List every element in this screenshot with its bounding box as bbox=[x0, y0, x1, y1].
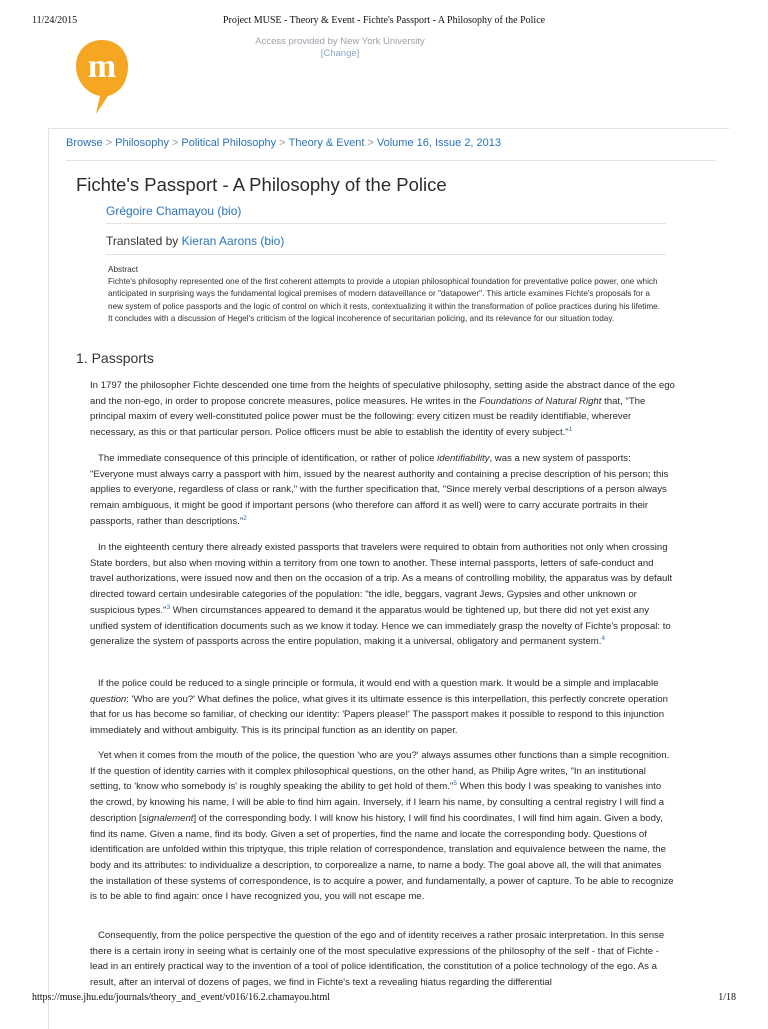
italic-title: Foundations of Natural Right bbox=[479, 395, 602, 407]
breadcrumb-volume-issue[interactable]: Volume 16, Issue 2, 2013 bbox=[376, 137, 502, 149]
logo-letter: m bbox=[87, 48, 117, 85]
access-notice bbox=[230, 36, 450, 60]
divider bbox=[106, 254, 666, 255]
author-line bbox=[106, 204, 241, 218]
italic-term: question bbox=[90, 693, 127, 705]
paragraph-text: In the eighteenth century there already existed passports that travelers were required to obtain from authorities not only when crossing State borders, but also when moving within a territory from one town to another. These internal passports, letters of safe-conduct and travel authorizations, were issued now and then on the occasion of a trip. As a means of controlling mobility, the apparatus was by default directed toward certain undesirable categories of the population: "the idle, beggars, vagrant Jews, Gypsies and other unknown or suspicious types." bbox=[90, 542, 673, 616]
abstract-label: Abstract bbox=[108, 265, 139, 274]
paragraph-text: The immediate consequence of this principle of identification, or rather of police bbox=[98, 453, 438, 464]
divider bbox=[106, 223, 666, 224]
paragraph-text: In 1797 the philosopher Fichte descended one time from the heights of speculative philosophy, setting aside the abstract dance of the ego and the non-ego, in order to propose concrete measures, police measures. He writes in the bbox=[90, 380, 675, 407]
breadcrumb-separator: > bbox=[367, 137, 374, 149]
print-footer bbox=[32, 992, 736, 1006]
divider bbox=[66, 160, 716, 161]
breadcrumb-separator: > bbox=[279, 137, 286, 149]
paragraph-text: When this body I was speaking to vanishes into the crowd, by knowing his name, I will be able to find him again. Inversely, if I learn his name, by consulting a central registry I will find a description [ bbox=[90, 781, 665, 824]
footnote-link[interactable]: 5 bbox=[453, 780, 457, 788]
print-url: https://muse.jhu.edu/journals/theory_and_event/v016/16.2.chamayou.html bbox=[32, 992, 331, 1003]
breadcrumb-political-philosophy[interactable]: Political Philosophy bbox=[181, 137, 277, 149]
paragraph-text: ] of the corresponding body. I will know his history, I will find his coordinates, I will find him again. Given a body, find its name. Given a name, find its body. Given a set of properties, find the name and locate the corresponding body. Questions of identification are unfolded within this triptyque, this triple relation of correspondence, translation and equivalence between the name, the body and its attributes: to individualize a description, to corporealize a name, to name a body. The goal above all, the will that animates the installation of these systems of correspondence, is to acquire a power, and fundamentally, a power of capture. To be able to recognize is to be able to find again: once I have recognized you, you will not escape me. bbox=[90, 812, 674, 903]
italic-term: identifiability bbox=[437, 453, 490, 464]
abstract bbox=[108, 264, 666, 325]
footnote-link[interactable]: 1 bbox=[568, 425, 573, 433]
translated-by-label: Translated by bbox=[106, 234, 179, 248]
breadcrumb bbox=[66, 137, 501, 149]
change-link[interactable]: Change bbox=[323, 48, 357, 59]
breadcrumb-separator: > bbox=[171, 137, 179, 149]
print-header bbox=[32, 15, 736, 29]
paragraph-2 bbox=[90, 451, 676, 530]
paragraph-4 bbox=[90, 676, 676, 739]
author-link[interactable]: Grégoire Chamayou (bio) bbox=[106, 204, 242, 218]
translator-line bbox=[106, 234, 284, 248]
paragraph-text: that, "The principal maxim of every well-constituted police power must be the following: every citizen must be readily identifiable, wherever necessary, as this or that particular person. Police officers must be able to establish the identity of every subject." bbox=[90, 395, 646, 439]
print-page-title: Project MUSE - Theory & Event - Fichte's Passport - A Philosophy of the Police bbox=[222, 15, 546, 26]
paragraph-text: : 'Who are you?' What defines the police, what gives it its ultimate essence is this interpellation, this perfectly concrete operation that for us has become so familiar, of checking our identity: 'Papers please!' The passport makes it possible to respond to this injunction immediately and without ambiguity. This is its principal function as an identity on paper. bbox=[90, 693, 669, 737]
italic-term: signalement bbox=[141, 812, 194, 824]
print-page-number: 1/18 bbox=[718, 992, 736, 1003]
access-provider-text: Access provided by New York University bbox=[255, 36, 425, 47]
print-date: 11/24/2015 bbox=[32, 15, 78, 26]
abstract-text: Fichte's philosophy represented one of the first coherent attempts to provide a utopian philosophical foundation for preventative police power, one which anticipated in surprising ways the fundamental logical premises of modern dataveillance or "datapower". This article examines Fichte's proposals for a new system of police passports and the logic of control on which it rests, contextualizing it within the transformation of police practices during his lifetime. It concludes with a discussion of Hegel's criticism of the logical incoherence of securitarian policing, and its relevance for our situation today. bbox=[108, 277, 661, 323]
project-muse-logo-icon[interactable] bbox=[74, 38, 130, 116]
paragraph-5 bbox=[90, 748, 676, 905]
article-title: Fichte's Passport - A Philosophy of the Police bbox=[76, 174, 447, 195]
change-open-bracket: [ bbox=[320, 48, 324, 59]
breadcrumb-theory-and-event[interactable]: Theory & Event bbox=[288, 137, 365, 149]
paragraph-text: If the police could be reduced to a single principle or formula, it would end with a question mark. It would be a simple and implacable bbox=[98, 678, 659, 689]
footnote-link[interactable]: 4 bbox=[601, 635, 606, 643]
paragraph-1 bbox=[90, 378, 676, 441]
translator-link[interactable]: Kieran Aarons (bio) bbox=[181, 234, 285, 248]
breadcrumb-philosophy[interactable]: Philosophy bbox=[115, 137, 169, 149]
paragraph-6 bbox=[90, 928, 676, 991]
breadcrumb-browse[interactable]: Browse bbox=[66, 137, 103, 149]
footnote-link[interactable]: 3 bbox=[166, 603, 171, 611]
paragraph-text: When circumstances appeared to demand it the apparatus would be tightened up, but there did not yet exist any unified system of identification documents such as we know it today. Hence we can immediately grasp the novelty of Fichte's proposal: to generalize the system of passports across the entire population, making it a universal, obligatory and permanent system. bbox=[90, 604, 671, 648]
change-close-bracket: ] bbox=[356, 48, 360, 59]
breadcrumb-separator: > bbox=[105, 137, 113, 149]
paragraph-3 bbox=[90, 540, 676, 650]
section-heading: 1. Passports bbox=[76, 350, 154, 366]
paragraph-text: Yet when it comes from the mouth of the police, the question 'who are you?' always assumes other functions than a simple recognition. If the question of identity carries with it complex philosophical questions, on the other hand, as Philip Agre writes, "In an institutional setting, to 'know who somebody is' is roughly speaking the ability to get hold of them." bbox=[90, 750, 670, 793]
footnote-link[interactable]: 2 bbox=[243, 514, 247, 522]
paragraph-text: , was a new system of passports: "Everyone must always carry a passport with him, issued by the nearest authority and containing a precise description of his person; this applies to everyone, regardless of class or rank," with the further specification that, "Since merely verbal descriptions of a person always remain ambiguous, it might be good if important persons (who therefore can afford it as well) were to carry accurate portraits in their passports, rather than descriptions." bbox=[90, 453, 669, 527]
paragraph-text: Consequently, from the police perspective the question of the ego and of identity receives a rather prosaic interpretation. In this sense there is a certain irony in seeing what is certainly one of the most speculative expressions of the philosophy of the self - that of Fichte - lead in an entirely practical way to the invention of a tool of police identification, the constitution of a police technology of the ego. As a result, after an interval of dozens of pages, we find in Fichte's text a revealing hiatus regarding the differential bbox=[90, 930, 665, 989]
